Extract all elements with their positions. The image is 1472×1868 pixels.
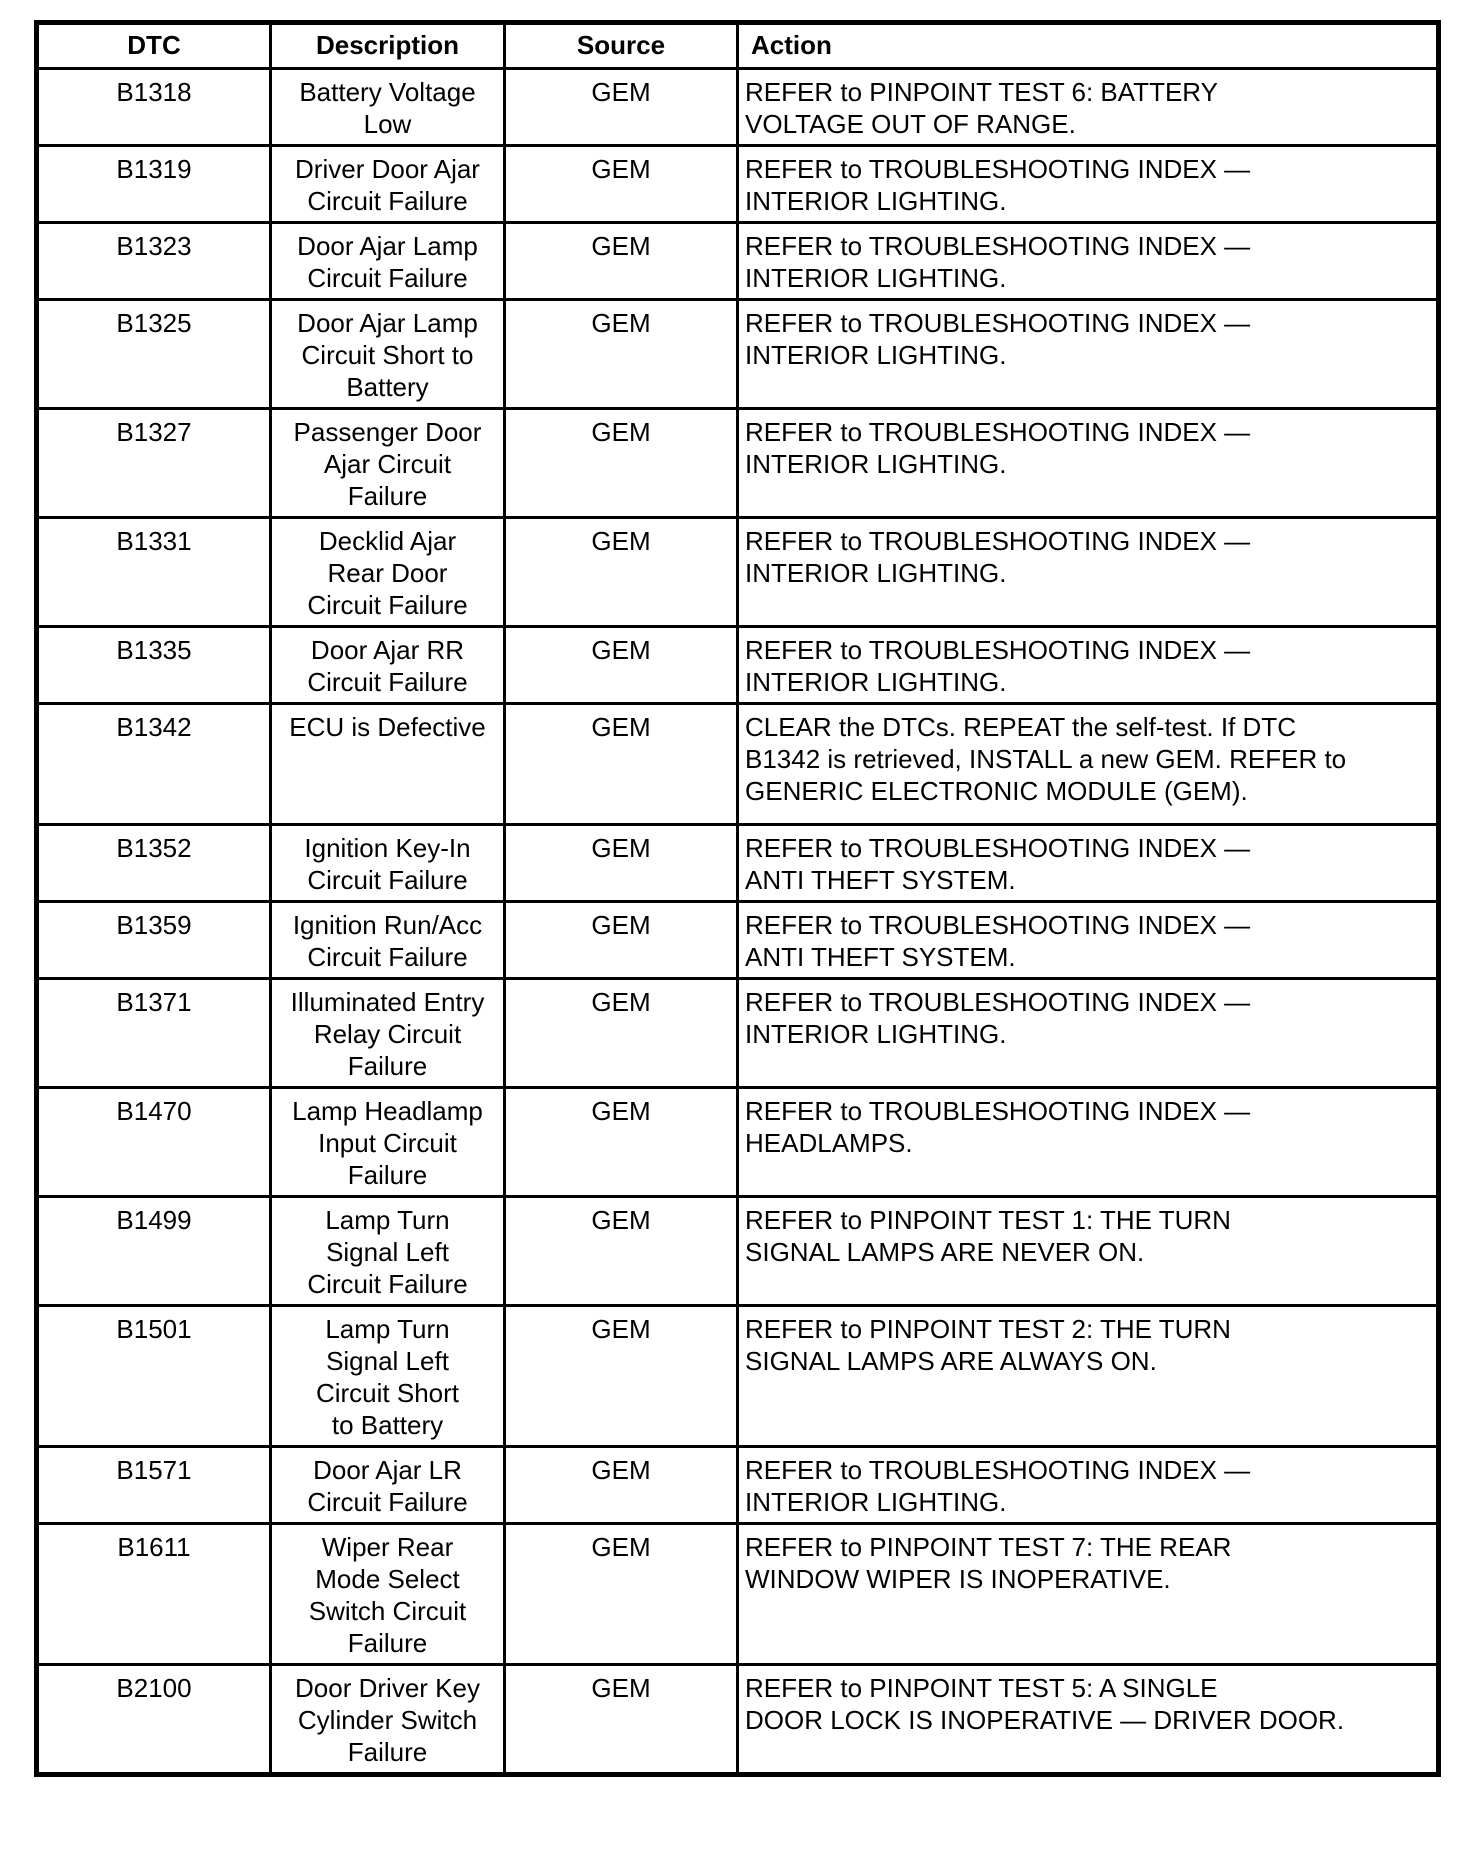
dtc-source: GEM xyxy=(505,223,738,300)
dtc-description: Lamp Turn Signal Left Circuit Failure xyxy=(271,1197,505,1306)
dtc-code: B1327 xyxy=(37,409,271,518)
dtc-action: REFER to TROUBLESHOOTING INDEX — INTERIOR LIGHTING. xyxy=(738,1447,1439,1524)
dtc-code: B1499 xyxy=(37,1197,271,1306)
dtc-code: B1335 xyxy=(37,627,271,704)
dtc-code: B1371 xyxy=(37,979,271,1088)
dtc-description: Driver Door Ajar Circuit Failure xyxy=(271,146,505,223)
dtc-action: REFER to PINPOINT TEST 1: THE TURN SIGNAL LAMPS ARE NEVER ON. xyxy=(738,1197,1439,1306)
dtc-description: ECU is Defective xyxy=(271,704,505,825)
header-description: Description xyxy=(271,23,505,69)
dtc-description: Wiper Rear Mode Select Switch Circuit Failure xyxy=(271,1524,505,1665)
dtc-source: GEM xyxy=(505,902,738,979)
dtc-source: GEM xyxy=(505,300,738,409)
table-row xyxy=(37,223,1439,300)
table-row xyxy=(37,518,1439,627)
dtc-action: REFER to PINPOINT TEST 5: A SINGLE DOOR LOCK IS INOPERATIVE — DRIVER DOOR. xyxy=(738,1665,1439,1775)
table-row xyxy=(37,704,1439,825)
dtc-description: Door Ajar Lamp Circuit Short to Battery xyxy=(271,300,505,409)
dtc-source: GEM xyxy=(505,518,738,627)
dtc-code: B2100 xyxy=(37,1665,271,1775)
table-row xyxy=(37,627,1439,704)
dtc-source: GEM xyxy=(505,146,738,223)
dtc-description: Illuminated Entry Relay Circuit Failure xyxy=(271,979,505,1088)
header-action: Action xyxy=(738,23,1439,69)
dtc-action: REFER to PINPOINT TEST 6: BATTERY VOLTAGE OUT OF RANGE. xyxy=(738,69,1439,146)
dtc-code: B1501 xyxy=(37,1306,271,1447)
dtc-source: GEM xyxy=(505,627,738,704)
dtc-action: REFER to TROUBLESHOOTING INDEX — HEADLAMPS. xyxy=(738,1088,1439,1197)
dtc-source: GEM xyxy=(505,409,738,518)
dtc-description: Door Ajar Lamp Circuit Failure xyxy=(271,223,505,300)
dtc-code: B1319 xyxy=(37,146,271,223)
dtc-action: REFER to PINPOINT TEST 7: THE REAR WINDOW WIPER IS INOPERATIVE. xyxy=(738,1524,1439,1665)
table-row xyxy=(37,1088,1439,1197)
dtc-description: Decklid Ajar Rear Door Circuit Failure xyxy=(271,518,505,627)
dtc-code: B1325 xyxy=(37,300,271,409)
table-body xyxy=(37,69,1439,1775)
dtc-code: B1352 xyxy=(37,825,271,902)
dtc-source: GEM xyxy=(505,1447,738,1524)
dtc-description: Passenger Door Ajar Circuit Failure xyxy=(271,409,505,518)
table-row xyxy=(37,1447,1439,1524)
dtc-action: REFER to TROUBLESHOOTING INDEX — ANTI THEFT SYSTEM. xyxy=(738,825,1439,902)
dtc-description: Door Driver Key Cylinder Switch Failure xyxy=(271,1665,505,1775)
dtc-action: REFER to TROUBLESHOOTING INDEX — INTERIOR LIGHTING. xyxy=(738,300,1439,409)
dtc-code: B1470 xyxy=(37,1088,271,1197)
table-row xyxy=(37,825,1439,902)
dtc-action: REFER to TROUBLESHOOTING INDEX — INTERIOR LIGHTING. xyxy=(738,979,1439,1088)
table-row xyxy=(37,902,1439,979)
header-source: Source xyxy=(505,23,738,69)
dtc-action: REFER to TROUBLESHOOTING INDEX — INTERIOR LIGHTING. xyxy=(738,627,1439,704)
dtc-source: GEM xyxy=(505,704,738,825)
dtc-description: Battery Voltage Low xyxy=(271,69,505,146)
dtc-description: Door Ajar LR Circuit Failure xyxy=(271,1447,505,1524)
header-row xyxy=(37,23,1439,69)
dtc-description: Lamp Turn Signal Left Circuit Short to Battery xyxy=(271,1306,505,1447)
dtc-action: REFER to TROUBLESHOOTING INDEX — INTERIOR LIGHTING. xyxy=(738,409,1439,518)
dtc-code: B1571 xyxy=(37,1447,271,1524)
table-row xyxy=(37,1197,1439,1306)
dtc-action: CLEAR the DTCs. REPEAT the self-test. If DTC B1342 is retrieved, INSTALL a new GEM. REFER to GENERIC ELECTRONIC MODULE (GEM). xyxy=(738,704,1439,825)
dtc-source: GEM xyxy=(505,1306,738,1447)
dtc-source: GEM xyxy=(505,1524,738,1665)
dtc-code: B1318 xyxy=(37,69,271,146)
table-row xyxy=(37,1665,1439,1775)
dtc-code: B1342 xyxy=(37,704,271,825)
dtc-source: GEM xyxy=(505,979,738,1088)
dtc-action: REFER to TROUBLESHOOTING INDEX — INTERIOR LIGHTING. xyxy=(738,146,1439,223)
dtc-description: Ignition Run/Acc Circuit Failure xyxy=(271,902,505,979)
dtc-code: B1611 xyxy=(37,1524,271,1665)
header-dtc: DTC xyxy=(37,23,271,69)
dtc-action: REFER to TROUBLESHOOTING INDEX — INTERIOR LIGHTING. xyxy=(738,223,1439,300)
dtc-action: REFER to TROUBLESHOOTING INDEX — ANTI THEFT SYSTEM. xyxy=(738,902,1439,979)
dtc-action: REFER to TROUBLESHOOTING INDEX — INTERIOR LIGHTING. xyxy=(738,518,1439,627)
table-row xyxy=(37,409,1439,518)
dtc-description: Door Ajar RR Circuit Failure xyxy=(271,627,505,704)
table-row xyxy=(37,1306,1439,1447)
dtc-source: GEM xyxy=(505,1665,738,1775)
dtc-source: GEM xyxy=(505,69,738,146)
table-row xyxy=(37,69,1439,146)
dtc-code: B1331 xyxy=(37,518,271,627)
dtc-action: REFER to PINPOINT TEST 2: THE TURN SIGNAL LAMPS ARE ALWAYS ON. xyxy=(738,1306,1439,1447)
table-row xyxy=(37,146,1439,223)
dtc-code: B1323 xyxy=(37,223,271,300)
dtc-source: GEM xyxy=(505,1197,738,1306)
dtc-description: Lamp Headlamp Input Circuit Failure xyxy=(271,1088,505,1197)
table-header xyxy=(37,23,1439,69)
table-row xyxy=(37,1524,1439,1665)
table-row xyxy=(37,979,1439,1088)
dtc-code: B1359 xyxy=(37,902,271,979)
dtc-source: GEM xyxy=(505,825,738,902)
dtc-description: Ignition Key-In Circuit Failure xyxy=(271,825,505,902)
table-row xyxy=(37,300,1439,409)
dtc-table xyxy=(34,20,1441,1777)
dtc-source: GEM xyxy=(505,1088,738,1197)
